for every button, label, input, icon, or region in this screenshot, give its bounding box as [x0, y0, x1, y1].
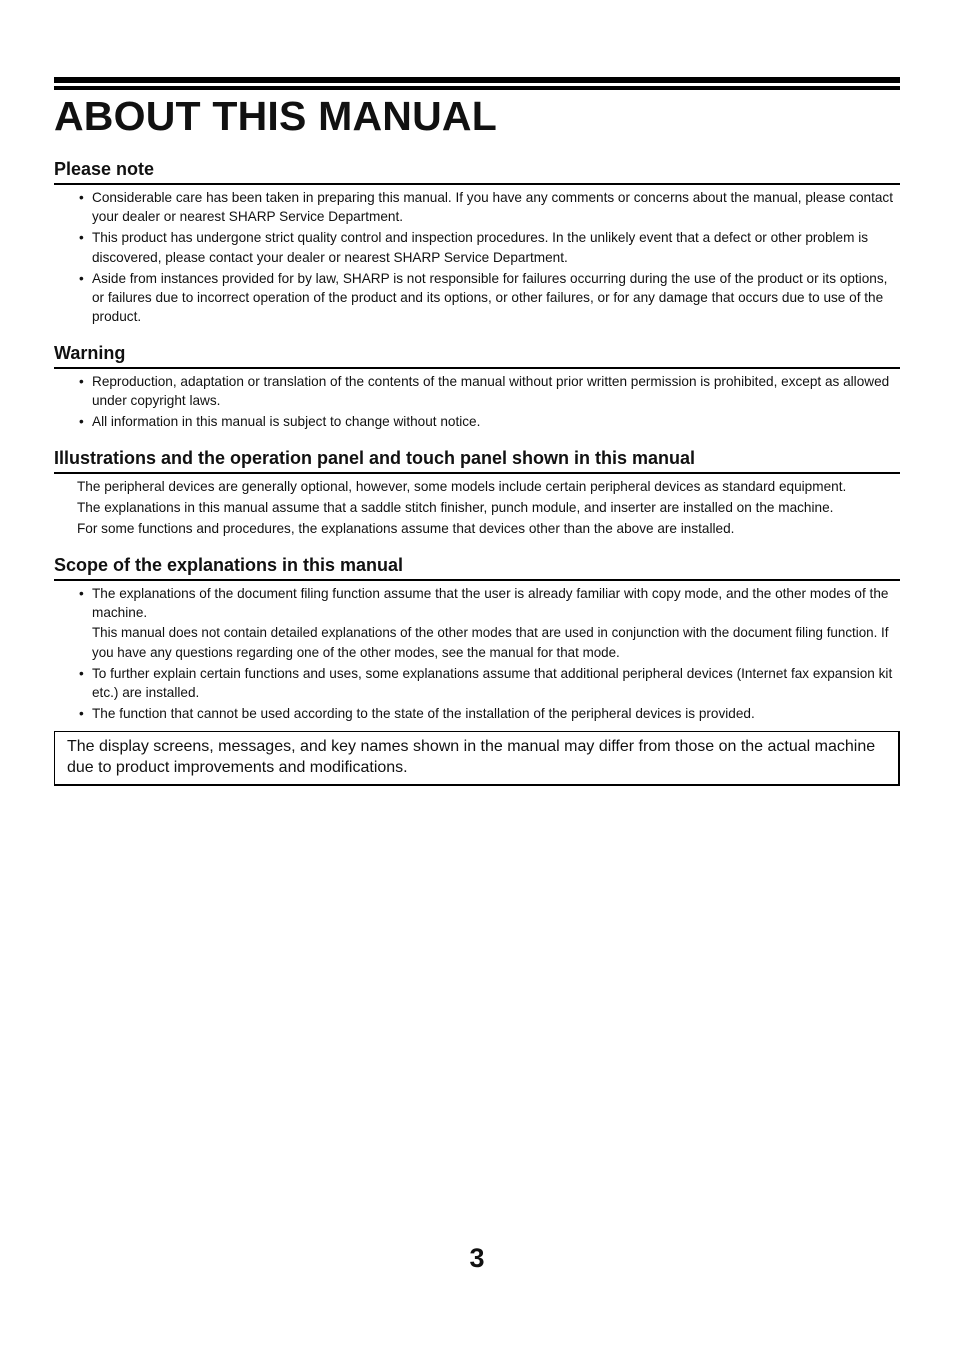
- bullet-list: [54, 188, 900, 326]
- list-item: • The function that cannot be used according to the state of the installation of the peripheral devices is provided.: [54, 704, 900, 723]
- bullet-list: [54, 372, 900, 432]
- list-item: • To further explain certain functions and uses, some explanations assume that additional peripheral devices (Internet fax expansion kit etc.) are installed.: [79, 665, 893, 701]
- section-heading: Warning: [54, 342, 900, 369]
- bullet-icon: •: [79, 665, 84, 681]
- section-warning: [54, 342, 900, 432]
- bullet-list: [54, 584, 900, 723]
- bullet-icon: •: [79, 270, 84, 286]
- list-item: • Reproduction, adaptation or translation of the contents of the manual without prior written permission is prohibited, except as allowed under copyright laws.: [79, 374, 890, 409]
- section-please-note: [54, 158, 900, 326]
- top-rule-thin: [54, 86, 900, 90]
- sub-note: This manual does not contain detailed explanations of the other modes that are used in conjunction with the document filing function. If you have any questions regarding one of the other modes, see the manual for that mode.: [92, 625, 889, 660]
- bullet-icon: •: [79, 706, 84, 722]
- section-illustrations: [54, 447, 900, 539]
- list-item: • Aside from instances provided for by law, SHARP is not responsible for failures occurring during the use of the product or its options, or failures due to incorrect operation of the product and its options, or other failures, or for any damage that occurs due to use of the product.: [79, 270, 888, 325]
- notice-text: The display screens, messages, and key names shown in the manual may differ from those on the actual machine due to product improvements and modifications.: [67, 738, 876, 776]
- page-number: 3: [469, 1243, 485, 1273]
- paragraph-group: [54, 476, 900, 539]
- list-item: • All information in this manual is subject to change without notice.: [54, 412, 900, 431]
- bullet-icon: •: [79, 586, 84, 601]
- list-item: • This product has undergone strict quality control and inspection procedures. In the unlikely event that a defect or other problem is discovered, please contact your dealer or nearest SHARP Service Department.: [79, 230, 869, 265]
- list-item: • The explanations of the document filing function assume that the user is already familiar with copy mode, and the other modes of the machine. This manual does not contain detailed explanations of the other modes that are used in conjunction with the document filing function. If you have any questions regarding one of the other modes, see the manual for that mode.: [54, 584, 900, 662]
- section-scope: [54, 554, 900, 723]
- section-heading: Scope of the explanations in this manual: [54, 554, 900, 581]
- page-title: ABOUT THIS MANUAL: [54, 93, 497, 139]
- paragraph: The explanations in this manual assume that a saddle stitch finisher, punch module, and inserter are installed on the machine.: [77, 500, 834, 515]
- bullet-icon: •: [79, 414, 84, 430]
- bullet-icon: •: [79, 190, 84, 205]
- paragraph: The peripheral devices are generally optional, however, some models include certain peripheral devices as standard equipment.: [77, 479, 847, 494]
- list-item: • Considerable care has been taken in preparing this manual. If you have any comments or concerns about the manual, please contact your dealer or nearest SHARP Service Department.: [79, 190, 893, 225]
- bullet-icon: •: [79, 230, 84, 246]
- top-double-rule: [54, 77, 900, 91]
- section-heading: Illustrations and the operation panel and touch panel shown in this manual: [54, 447, 900, 474]
- top-rule-thick: [54, 77, 900, 83]
- bullet-icon: •: [79, 374, 84, 389]
- paragraph: For some functions and procedures, the explanations assume that devices other than the above are installed.: [77, 521, 735, 536]
- notice-box: [54, 731, 900, 786]
- section-heading: Please note: [54, 158, 900, 185]
